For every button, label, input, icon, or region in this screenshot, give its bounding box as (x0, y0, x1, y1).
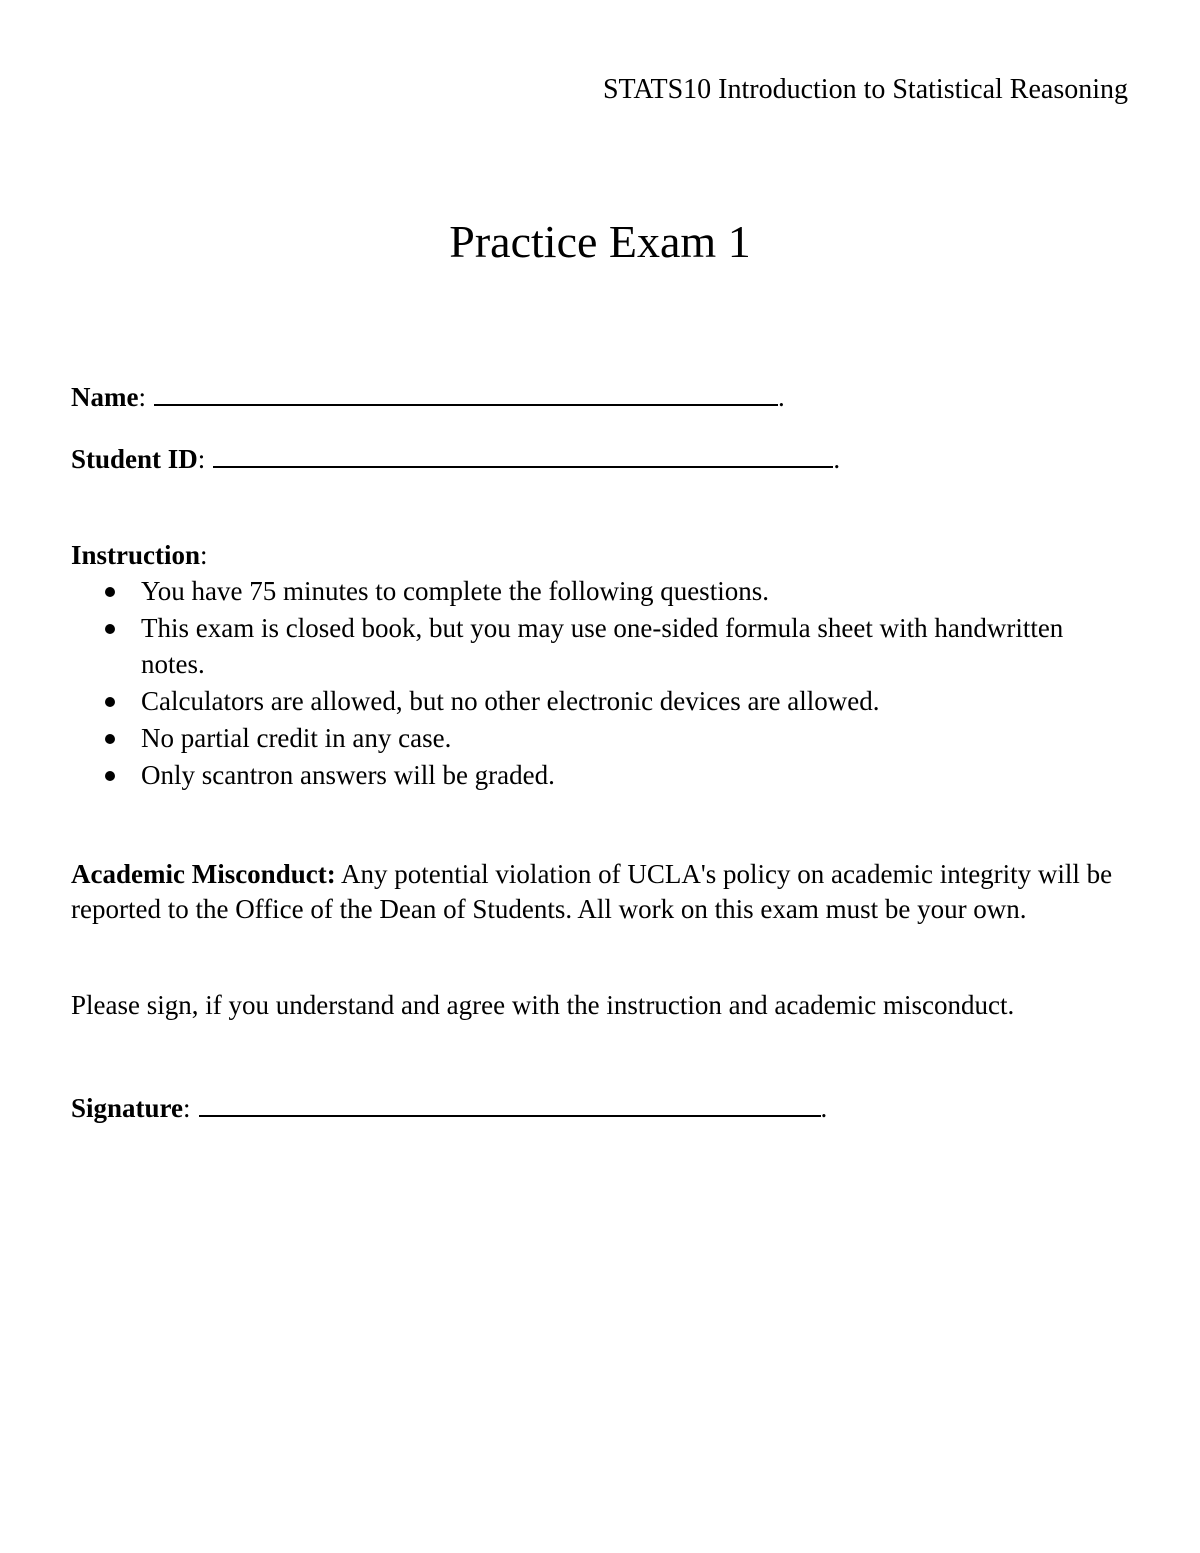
instruction-heading-label: Instruction (71, 540, 201, 570)
instruction-list (71, 574, 1131, 795)
signature-period: . (820, 1093, 828, 1123)
bullet-icon (105, 771, 115, 781)
student-id-field (71, 442, 840, 476)
student-id-period: . (833, 444, 841, 474)
student-id-colon: : (197, 444, 206, 474)
page-title: Practice Exam 1 (449, 216, 751, 267)
signature-field (71, 1091, 827, 1125)
bullet-icon (105, 697, 115, 707)
instruction-heading (71, 538, 208, 572)
instruction-heading-colon: : (200, 540, 208, 570)
instruction-item-text: Calculators are allowed, but no other electronic devices are allowed. (141, 685, 880, 716)
academic-misconduct-label: Academic Misconduct: (71, 859, 336, 889)
instruction-item (71, 574, 1131, 610)
instruction-item-text: Only scantron answers will be graded. (141, 759, 555, 790)
instruction-item-text: This exam is closed book, but you may use one-sided formula sheet with handwritten notes. (141, 613, 1064, 679)
student-id-blank-line[interactable] (213, 444, 833, 468)
signature-colon: : (183, 1093, 191, 1123)
student-id-label: Student ID (71, 444, 198, 474)
signature-blank-line[interactable] (199, 1093, 821, 1117)
name-field (71, 380, 785, 414)
bullet-icon (105, 587, 115, 597)
course-header: STATS10 Introduction to Statistical Reasoning (602, 74, 1128, 105)
name-label: Name (71, 382, 139, 412)
academic-misconduct-paragraph (71, 857, 1136, 926)
instruction-item (71, 684, 1131, 720)
name-period: . (778, 382, 785, 412)
instruction-item (71, 721, 1131, 757)
bullet-icon (105, 624, 115, 634)
signature-label: Signature (71, 1093, 184, 1123)
instruction-item-text: No partial credit in any case. (141, 722, 452, 753)
sign-prompt: Please sign, if you understand and agree with the instruction and academic misconduct. (71, 990, 1015, 1020)
name-colon: : (138, 382, 146, 412)
academic-misconduct-text: Any potential violation of UCLA's policy on academic integrity will be reported to the Office of the Dean of Students. All work on this exam must be your own. (71, 859, 1113, 924)
instruction-item-text: You have 75 minutes to complete the following questions. (141, 576, 769, 606)
name-blank-line[interactable] (154, 382, 778, 406)
bullet-icon (105, 734, 115, 744)
instruction-item (71, 611, 1131, 682)
instruction-item (71, 758, 1131, 794)
